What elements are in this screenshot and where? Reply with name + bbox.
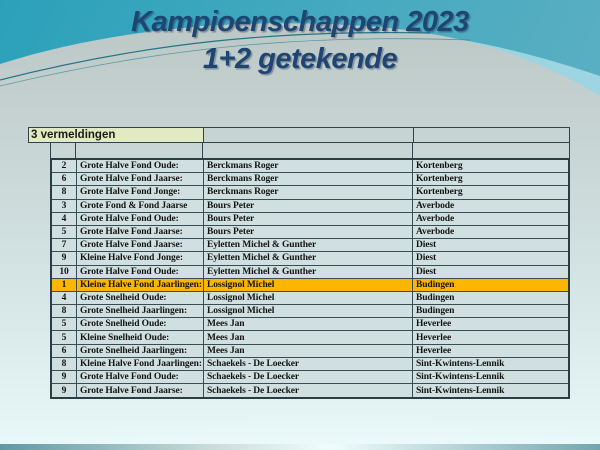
title-line-1: Kampioenschappen 2023: [131, 6, 469, 38]
table-row: [52, 213, 568, 226]
cell-category: Kleine Snelheid Oude:: [77, 331, 204, 343]
cell-rank: 8: [52, 186, 77, 198]
table-row: [52, 200, 568, 213]
results-table: [50, 158, 570, 399]
cell-category: Grote Halve Fond Oude:: [77, 213, 204, 225]
header-empty-cell-2: [414, 128, 569, 142]
cell-place: Kortenberg: [416, 161, 463, 172]
cell-category: Grote Halve Fond Jaarse:: [77, 384, 204, 397]
table-gap-row: [50, 143, 570, 158]
cell-rank: 5: [52, 226, 77, 238]
cell-category: Grote Halve Fond Jaarse:: [77, 226, 204, 238]
table-row: [52, 266, 568, 279]
cell-name: Lossignol Michel: [204, 292, 413, 304]
cell-category: Grote Fond & Fond Jaarse: [77, 200, 204, 212]
cell-category: Kleine Halve Fond Jaarlingen:: [77, 358, 204, 370]
cell-place: Budingen: [416, 306, 455, 317]
cell-category: Grote Snelheid Oude:: [77, 318, 204, 330]
cell-rank: 5: [52, 331, 77, 343]
cell-category: Grote Halve Fond Jaarse:: [77, 239, 204, 251]
cell-rank: 8: [52, 358, 77, 370]
gap-cell: [413, 143, 569, 158]
table-row: [52, 173, 568, 186]
cell-place: Averbode: [416, 227, 455, 238]
cell-place: Kortenberg: [416, 187, 463, 198]
cell-rank: 2: [52, 160, 77, 172]
cell-name: Bours Peter: [204, 200, 413, 212]
cell-place: Diest: [416, 266, 437, 277]
table-row: [52, 371, 568, 384]
cell-place: Heverlee: [416, 332, 452, 343]
cell-rank: 4: [52, 292, 77, 304]
cell-category: Grote Halve Fond Jaarse:: [77, 173, 204, 185]
cell-rank: 9: [52, 371, 77, 383]
cell-name: Mees Jan: [204, 331, 413, 343]
slide-title: [0, 4, 600, 78]
cell-category: Kleine Halve Fond Jaarlingen:: [77, 279, 204, 291]
table-row: [52, 160, 568, 173]
cell-rank: 4: [52, 213, 77, 225]
table-row: [52, 358, 568, 371]
table-row: [52, 226, 568, 239]
cell-place: Kortenberg: [416, 174, 463, 185]
vermeldingen-count-cell: 3 vermeldingen: [29, 128, 204, 142]
cell-rank: 10: [52, 266, 77, 278]
cell-name: Eyletten Michel & Gunther: [204, 239, 413, 251]
cell-name: Berckmans Roger: [204, 186, 413, 198]
cell-category: Grote Halve Fond Oude:: [77, 266, 204, 278]
cell-name: Berckmans Roger: [204, 160, 413, 172]
cell-place: Budingen: [416, 279, 455, 290]
cell-category: Grote Halve Fond Jonge:: [77, 186, 204, 198]
cell-place: Budingen: [416, 292, 455, 303]
cell-name: Lossignol Michel: [204, 279, 413, 291]
gap-cell: [51, 143, 76, 158]
cell-place: Sint-Kwintens-Lennik: [416, 372, 505, 383]
gap-cell: [76, 143, 203, 158]
cell-name: Bours Peter: [204, 213, 413, 225]
cell-rank: 9: [52, 384, 77, 397]
cell-rank: 6: [52, 173, 77, 185]
cell-place: Sint-Kwintens-Lennik: [416, 358, 505, 369]
cell-place: Sint-Kwintens-Lennik: [416, 385, 505, 396]
cell-name: Lossignol Michel: [204, 305, 413, 317]
cell-name: Schaekels - De Loecker: [204, 371, 413, 383]
cell-name: Berckmans Roger: [204, 173, 413, 185]
table-row: [52, 318, 568, 331]
table-row-highlighted: [52, 279, 568, 292]
cell-category: Grote Snelheid Jaarlingen:: [77, 345, 204, 357]
cell-place: Averbode: [416, 213, 455, 224]
cell-rank: 6: [52, 345, 77, 357]
cell-rank: 8: [52, 305, 77, 317]
cell-name: Mees Jan: [204, 345, 413, 357]
cell-place: Averbode: [416, 200, 455, 211]
cell-rank: 3: [52, 200, 77, 212]
table-row: [52, 239, 568, 252]
table-row: [52, 186, 568, 199]
table-header-row: [28, 127, 570, 143]
cell-category: Kleine Halve Fond Jonge:: [77, 252, 204, 264]
cell-place: Heverlee: [416, 345, 452, 356]
table-row: [52, 292, 568, 305]
header-empty-cell-1: [204, 128, 414, 142]
cell-name: Eyletten Michel & Gunther: [204, 252, 413, 264]
cell-category: Grote Halve Fond Oude:: [77, 371, 204, 383]
cell-place: Diest: [416, 240, 437, 251]
cell-name: Mees Jan: [204, 318, 413, 330]
title-line-2: 1+2 getekende: [202, 43, 398, 75]
table-row: [52, 252, 568, 265]
table-row: [52, 345, 568, 358]
table-row: [52, 384, 568, 397]
cell-name: Schaekels - De Loecker: [204, 384, 413, 397]
cell-category: Grote Halve Fond Oude:: [77, 160, 204, 172]
cell-rank: 7: [52, 239, 77, 251]
cell-name: Bours Peter: [204, 226, 413, 238]
cell-rank: 9: [52, 252, 77, 264]
gap-cell: [203, 143, 413, 158]
cell-category: Grote Snelheid Jaarlingen:: [77, 305, 204, 317]
cell-place: Heverlee: [416, 319, 452, 330]
cell-name: Schaekels - De Loecker: [204, 358, 413, 370]
cell-rank: 5: [52, 318, 77, 330]
table-row: [52, 305, 568, 318]
cell-name: Eyletten Michel & Gunther: [204, 266, 413, 278]
cell-place: Diest: [416, 253, 437, 264]
cell-rank: 1: [52, 279, 77, 291]
table-row: [52, 331, 568, 344]
cell-category: Grote Snelheid Oude:: [77, 292, 204, 304]
